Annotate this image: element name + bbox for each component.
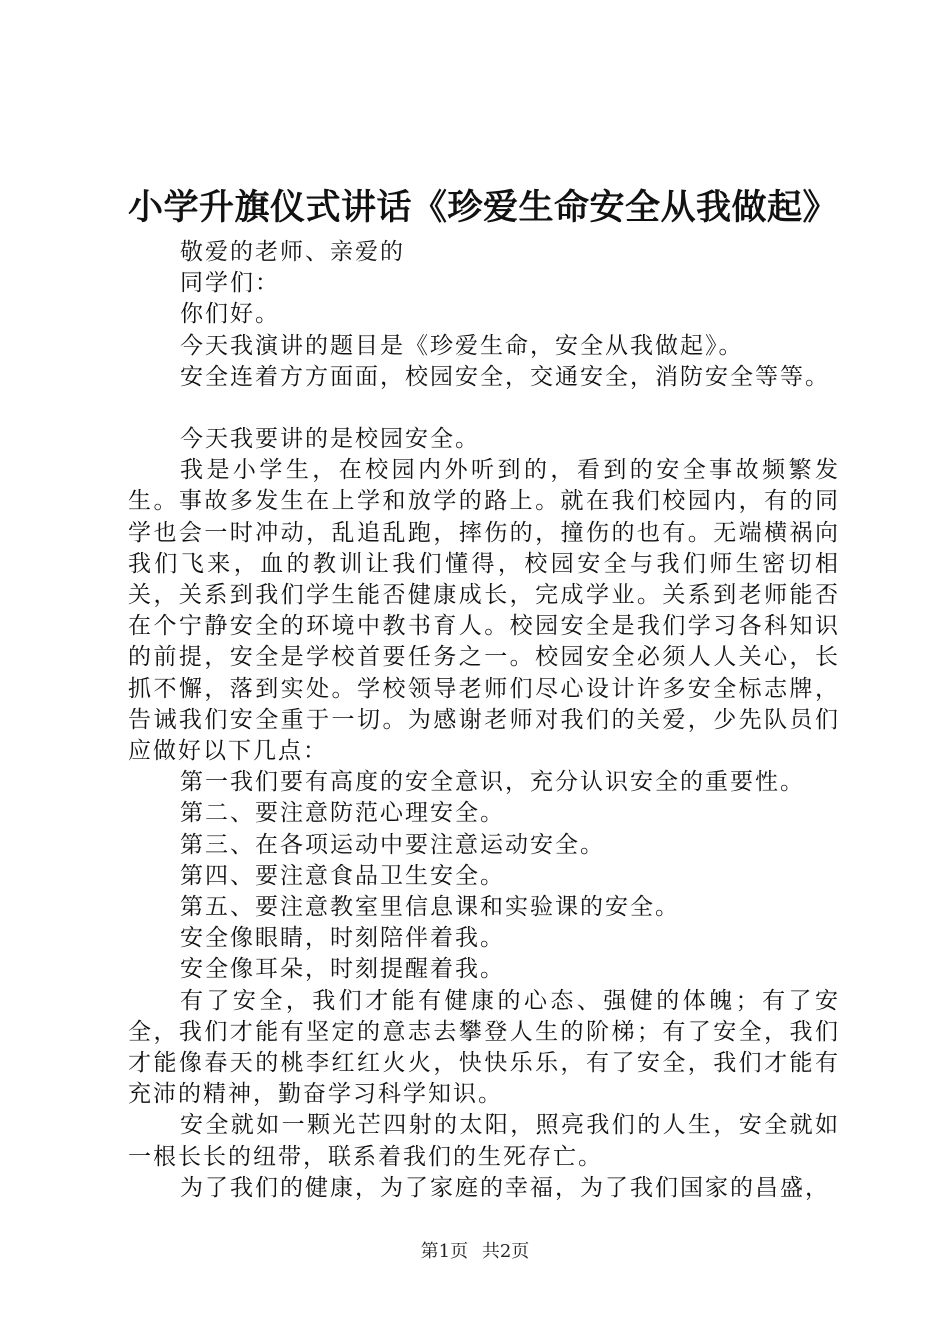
paragraph-point-3: 第三、在各项运动中要注意运动安全。 <box>180 831 605 858</box>
paragraph-closing: 为了我们的健康，为了家庭的幸福，为了我们国家的昌盛， <box>180 1174 830 1201</box>
paragraph-point-1: 第一我们要有高度的安全意识，充分认识安全的重要性。 <box>180 769 805 796</box>
paragraph-salutation-1: 敬爱的老师、亲爱的 <box>180 239 405 265</box>
page-number-current: 第1页 <box>420 1241 469 1262</box>
paragraph-with-safety: 有了安全，我们才能有健康的心态、强健的体魄；有了安全，我们才能有坚定的意志去攀登人生的阶梯；有了安全，我们才能像春天的桃李红红火火，快快乐乐，有了安全，我们才能有充沛的精神，勤奋学习科学知识。 <box>128 987 840 1108</box>
paragraph-safety-aspects: 安全连着方方面面，校园安全，交通安全，消防安全等等。 <box>180 363 830 390</box>
paragraph-campus-safety: 今天我要讲的是校园安全。 <box>180 426 480 453</box>
page-footer <box>0 1240 950 1264</box>
paragraph-point-2: 第二、要注意防范心理安全。 <box>180 800 505 827</box>
document-title: 小学升旗仪式讲话《珍爱生命安全从我做起》 <box>128 188 839 228</box>
page-number-total: 共2页 <box>481 1241 530 1262</box>
paragraph-salutation-2: 同学们： <box>180 270 280 297</box>
paragraph-main-body: 我是小学生，在校园内外听到的，看到的安全事故频繁发生。事故多发生在上学和放学的路上。就在我们校园内，有的同学也会一时冲动，乱追乱跑，摔伤的，撞伤的也有。无端横祸向我们飞来，血的教训让我们懂得，校园安全与我们师生密切相关，关系到我们学生能否健康成长，完成学业。关系到老师能否在个宁静安全的环境中教书育人。校园安全是我们学习各科知识的前提，安全是学校首要任务之一。校园安全必须人人关心，长抓不懈，落到实处。学校领导老师们尽心设计许多安全标志牌，告诫我们安全重于一切。为感谢老师对我们的关爱，少先队员们应做好以下几点： <box>128 457 840 765</box>
document-body <box>128 237 840 1204</box>
paragraph-topic: 今天我演讲的题目是《珍爱生命，安全从我做起》。 <box>180 332 744 359</box>
paragraph-point-5: 第五、要注意教室里信息课和实验课的安全。 <box>180 894 680 921</box>
paragraph-eyes: 安全像眼睛，时刻陪伴着我。 <box>180 925 505 952</box>
paragraph-spacer <box>128 393 840 424</box>
paragraph-ears: 安全像耳朵，时刻提醒着我。 <box>180 956 505 983</box>
paragraph-sun: 安全就如一颗光芒四射的太阳，照亮我们的人生，安全就如一根长长的纽带，联系着我们的生死存亡。 <box>128 1112 840 1170</box>
paragraph-greeting: 你们好。 <box>180 301 280 328</box>
paragraph-point-4: 第四、要注意食品卫生安全。 <box>180 862 505 889</box>
